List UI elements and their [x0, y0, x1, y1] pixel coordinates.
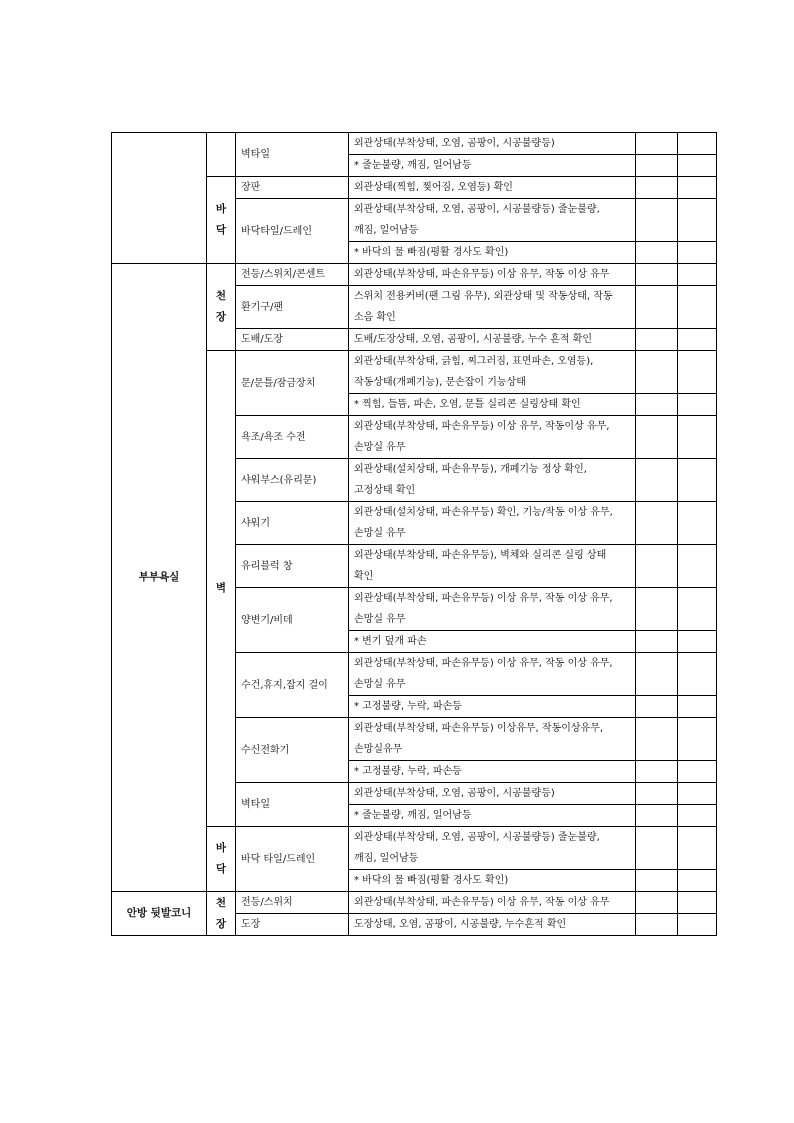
- check-cell: * 줄눈불량, 깨짐, 일어남등: [349, 155, 636, 177]
- result-cell[interactable]: [636, 242, 678, 264]
- result-cell[interactable]: [636, 914, 678, 936]
- result-cell[interactable]: [636, 177, 678, 199]
- part-cell: [207, 133, 236, 177]
- item-cell: 샤워부스(유리문): [236, 459, 349, 502]
- item-cell: 수건,휴지,잡지 걸이: [236, 653, 349, 718]
- result-cell[interactable]: [636, 351, 678, 394]
- result-cell[interactable]: [636, 502, 678, 545]
- check-cell: * 바닥의 물 빠짐(평활 경사도 확인): [349, 870, 636, 892]
- item-cell: 벽타일: [236, 133, 349, 177]
- note-cell[interactable]: [678, 696, 717, 718]
- result-cell[interactable]: [636, 761, 678, 783]
- result-cell[interactable]: [636, 394, 678, 416]
- note-cell[interactable]: [678, 827, 717, 870]
- table-row: [112, 892, 717, 914]
- result-cell[interactable]: [636, 133, 678, 155]
- item-cell: 도배/도장: [236, 329, 349, 351]
- check-cell: 외관상태(설치상태, 파손유무등), 개폐기능 정상 확인, 고정상태 확인: [349, 459, 636, 502]
- item-cell: 도장: [236, 914, 349, 936]
- note-cell[interactable]: [678, 416, 717, 459]
- check-cell: 외관상태(부착상태, 파손유무등) 이상 유무, 작동 이상 유무: [349, 892, 636, 914]
- item-cell: 장판: [236, 177, 349, 199]
- note-cell[interactable]: [678, 783, 717, 805]
- note-cell[interactable]: [678, 761, 717, 783]
- item-cell: 전등/스위치/콘센트: [236, 264, 349, 286]
- note-cell[interactable]: [678, 459, 717, 502]
- check-cell: 도배/도장상태, 오염, 곰팡이, 시공불량, 누수 흔적 확인: [349, 329, 636, 351]
- part-cell: 천장: [207, 264, 236, 351]
- item-cell: 벽타일: [236, 783, 349, 827]
- check-cell: 외관상태(부착상태, 오염, 곰팡이, 시공불량등): [349, 133, 636, 155]
- area-cell: 안방 뒷발코니: [112, 892, 207, 936]
- note-cell[interactable]: [678, 394, 717, 416]
- note-cell[interactable]: [678, 631, 717, 653]
- part-cell: 바닥: [207, 827, 236, 892]
- note-cell[interactable]: [678, 242, 717, 264]
- check-cell: 외관상태(부착상태, 파손유무등) 이상 유무, 작동 이상 유무: [349, 264, 636, 286]
- item-cell: 바닥타일/드레인: [236, 199, 349, 264]
- check-cell: * 고정불량, 누락, 파손등: [349, 696, 636, 718]
- note-cell[interactable]: [678, 286, 717, 329]
- item-cell: 문/문틀/잠금장치: [236, 351, 349, 416]
- part-cell: 천장: [207, 892, 236, 936]
- note-cell[interactable]: [678, 718, 717, 761]
- note-cell[interactable]: [678, 805, 717, 827]
- check-cell: 외관상태(부착상태, 파손유무등) 이상유무, 작동이상유무, 손망실유무: [349, 718, 636, 761]
- result-cell[interactable]: [636, 892, 678, 914]
- note-cell[interactable]: [678, 545, 717, 588]
- note-cell[interactable]: [678, 870, 717, 892]
- note-cell[interactable]: [678, 155, 717, 177]
- check-cell: 스위치 전용커버(팬 그림 유무), 외관상태 및 작동상태, 작동 소음 확인: [349, 286, 636, 329]
- check-cell: 외관상태(부착상태, 오염, 곰팡이, 시공불량등): [349, 783, 636, 805]
- note-cell[interactable]: [678, 264, 717, 286]
- result-cell[interactable]: [636, 286, 678, 329]
- note-cell[interactable]: [678, 914, 717, 936]
- part-cell: 바닥: [207, 177, 236, 264]
- item-cell: 유리블럭 창: [236, 545, 349, 588]
- note-cell[interactable]: [678, 177, 717, 199]
- inspection-table-body: [112, 133, 717, 936]
- result-cell[interactable]: [636, 718, 678, 761]
- inspection-table: [111, 132, 717, 936]
- table-row: [112, 264, 717, 286]
- item-cell: 수신전화기: [236, 718, 349, 783]
- note-cell[interactable]: [678, 588, 717, 631]
- result-cell[interactable]: [636, 696, 678, 718]
- result-cell[interactable]: [636, 329, 678, 351]
- check-cell: 외관상태(부착상태, 파손유무등) 이상 유무, 작동이상 유무, 손망실 유무: [349, 416, 636, 459]
- result-cell[interactable]: [636, 631, 678, 653]
- check-cell: * 바닥의 물 빠짐(평활 경사도 확인): [349, 242, 636, 264]
- result-cell[interactable]: [636, 827, 678, 870]
- result-cell[interactable]: [636, 459, 678, 502]
- check-cell: 외관상태(부착상태, 파손유무등) 이상 유무, 작동 이상 유무, 손망실 유무: [349, 653, 636, 696]
- result-cell[interactable]: [636, 416, 678, 459]
- part-cell: 벽: [207, 351, 236, 827]
- note-cell[interactable]: [678, 653, 717, 696]
- item-cell: 전등/스위치: [236, 892, 349, 914]
- result-cell[interactable]: [636, 653, 678, 696]
- note-cell[interactable]: [678, 133, 717, 155]
- check-cell: 외관상태(부착상태, 오염, 곰팡이, 시공불량등) 줄눈불량, 깨짐, 일어남등: [349, 199, 636, 242]
- result-cell[interactable]: [636, 783, 678, 805]
- item-cell: 욕조/욕조 수전: [236, 416, 349, 459]
- area-cell: 부부욕실: [112, 264, 207, 892]
- check-cell: 외관상태(부착상태, 긁힘, 찌그러짐, 표면파손, 오염등), 작동상태(개폐기능), 문손잡이 기능상태: [349, 351, 636, 394]
- check-cell: * 줄눈불량, 깨짐, 일어남등: [349, 805, 636, 827]
- item-cell: 양변기/비데: [236, 588, 349, 653]
- result-cell[interactable]: [636, 545, 678, 588]
- check-cell: 외관상태(부착상태, 오염, 곰팡이, 시공불량등) 줄눈불량, 깨짐, 일어남등: [349, 827, 636, 870]
- note-cell[interactable]: [678, 502, 717, 545]
- result-cell[interactable]: [636, 870, 678, 892]
- item-cell: 바닥 타일/드레인: [236, 827, 349, 892]
- check-cell: 외관상태(부착상태, 파손유무등), 벽체와 실리콘 실링 상태 확인: [349, 545, 636, 588]
- note-cell[interactable]: [678, 199, 717, 242]
- check-cell: 외관상태(부착상태, 파손유무등) 이상 유무, 작동 이상 유무, 손망실 유무: [349, 588, 636, 631]
- result-cell[interactable]: [636, 805, 678, 827]
- check-cell: 외관상태(설치상태, 파손유무등) 확인, 기능/작동 이상 유무, 손망실 유무: [349, 502, 636, 545]
- result-cell[interactable]: [636, 199, 678, 242]
- result-cell[interactable]: [636, 588, 678, 631]
- table-row: [112, 133, 717, 155]
- item-cell: 샤워기: [236, 502, 349, 545]
- note-cell[interactable]: [678, 329, 717, 351]
- check-cell: * 변기 덮개 파손: [349, 631, 636, 653]
- result-cell[interactable]: [636, 264, 678, 286]
- note-cell[interactable]: [678, 351, 717, 394]
- check-cell: * 찍힘, 들뜸, 파손, 오염, 문틀 실리콘 실링상태 확인: [349, 394, 636, 416]
- check-cell: 외관상태(찍힘, 찢어짐, 오염등) 확인: [349, 177, 636, 199]
- check-cell: * 고정불량, 누락, 파손등: [349, 761, 636, 783]
- area-cell: [112, 133, 207, 264]
- result-cell[interactable]: [636, 155, 678, 177]
- item-cell: 환기구/팬: [236, 286, 349, 329]
- note-cell[interactable]: [678, 892, 717, 914]
- check-cell: 도장상태, 오염, 곰팡이, 시공불량, 누수흔적 확인: [349, 914, 636, 936]
